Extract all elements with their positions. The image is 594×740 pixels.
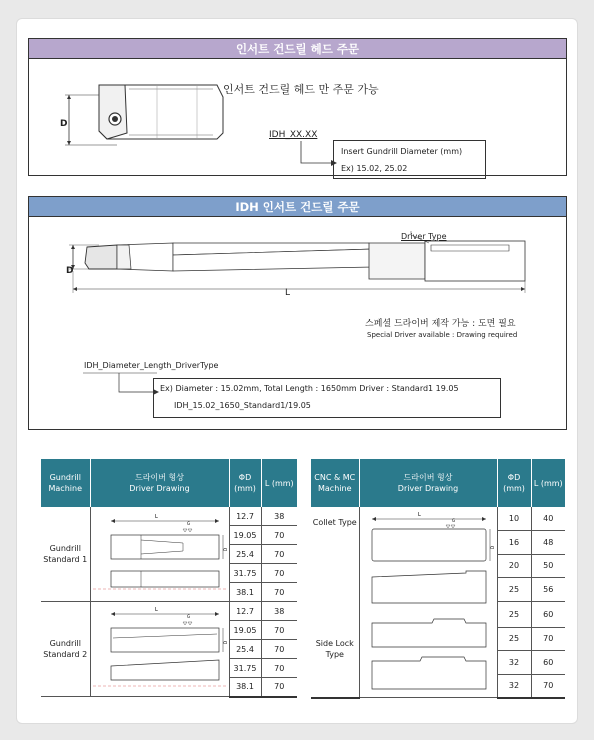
drawing-diameter-mark: D xyxy=(222,547,228,551)
drawing-length-mark: L xyxy=(154,514,158,520)
machine-label: Side Lock Type xyxy=(311,601,359,698)
diameter-value: 31.75 xyxy=(229,659,261,678)
driver-drawing-cnc xyxy=(359,507,497,698)
col-length: L (mm) xyxy=(531,459,565,507)
gundrill-driver-table xyxy=(41,459,297,698)
description-box xyxy=(333,140,486,179)
table-row xyxy=(41,602,297,621)
example-code: IDH_15.02_1650_Standard1/19.05 xyxy=(174,401,311,410)
length-value: 56 xyxy=(531,578,565,602)
diameter-value: 12.7 xyxy=(229,507,261,526)
length-value: 70 xyxy=(531,674,565,698)
diameter-value: 38.1 xyxy=(229,678,261,697)
length-value: 38 xyxy=(261,602,297,621)
machine-label-spacer xyxy=(311,554,359,578)
driver-drawing-standard2 xyxy=(90,602,229,697)
col-machine: Gundrill Machine xyxy=(41,459,90,507)
diameter-value: 38.1 xyxy=(229,583,261,602)
diameter-value: 32 xyxy=(497,674,531,698)
driver-drawing-standard1 xyxy=(90,507,229,602)
diameter-value: 25.4 xyxy=(229,640,261,659)
diameter-value: 12.7 xyxy=(229,602,261,621)
length-value: 70 xyxy=(261,621,297,640)
length-value: 60 xyxy=(531,651,565,675)
driver-type-callout: Driver Type xyxy=(401,232,447,241)
length-value: 70 xyxy=(261,545,297,564)
col-machine: CNC & MC Machine xyxy=(311,459,359,507)
col-driver-drawing: 드라이버 형상 Driver Drawing xyxy=(90,459,229,507)
length-value: 70 xyxy=(261,640,297,659)
drawing-length-mark: L xyxy=(154,607,158,613)
insert-head-order-panel xyxy=(28,38,567,176)
order-format: IDH_Diameter_Length_DriverType xyxy=(84,361,219,370)
length-value: 70 xyxy=(531,627,565,651)
diameter-label: D xyxy=(66,266,74,276)
drawing-length-mark: L xyxy=(417,512,421,518)
diameter-value: 25 xyxy=(497,601,531,627)
section-header: 인서트 건드릴 헤드 주문 xyxy=(29,39,566,59)
diameter-value: 25 xyxy=(497,627,531,651)
machine-label: Gundrill Standard 1 xyxy=(41,507,90,602)
col-length: L (mm) xyxy=(261,459,297,507)
insert-head-drawing xyxy=(57,73,237,163)
diameter-label: D xyxy=(60,119,68,129)
machine-label: Collet Type xyxy=(311,507,359,531)
cnc-driver-table xyxy=(311,459,565,699)
diameter-value: 16 xyxy=(497,531,531,555)
diameter-value: 25.4 xyxy=(229,545,261,564)
section-subtitle: 인서트 건드릴 헤드 만 주문 가능 xyxy=(223,83,379,96)
drawing-diameter-mark: D xyxy=(222,640,228,644)
col-driver-drawing: 드라이버 형상 Driver Drawing xyxy=(359,459,497,507)
table-row xyxy=(41,507,297,526)
idh-gundrill-order-panel xyxy=(28,196,567,430)
order-code: IDH_XX.XX xyxy=(269,130,318,140)
drawing-groove-mark: G xyxy=(186,614,190,619)
diameter-value: 32 xyxy=(497,651,531,675)
description-line: Insert Gundrill Diameter (mm) xyxy=(341,147,463,156)
special-driver-note-en: Special Driver available : Drawing required xyxy=(367,331,518,339)
length-label: L xyxy=(285,288,291,298)
table-row xyxy=(311,507,565,531)
drawing-diameter-mark: D xyxy=(489,545,495,549)
connector-arrow xyxy=(83,372,163,402)
section-header: IDH 인서트 건드릴 주문 xyxy=(29,197,566,217)
length-value: 48 xyxy=(531,531,565,555)
drawing-groove-mark: G xyxy=(451,518,455,523)
length-value: 50 xyxy=(531,554,565,578)
length-value: 40 xyxy=(531,507,565,531)
machine-label: Gundrill Standard 2 xyxy=(41,602,90,697)
col-diameter: ΦD (mm) xyxy=(497,459,531,507)
content-card xyxy=(16,18,578,724)
example-spec: Ex) Diameter : 15.02mm, Total Length : 1650mm Driver : Standard1 19.05 xyxy=(160,384,459,393)
diameter-value: 19.05 xyxy=(229,526,261,545)
gundrill-drawing xyxy=(69,229,529,309)
length-value: 70 xyxy=(261,659,297,678)
length-value: 70 xyxy=(261,564,297,583)
diameter-value: 20 xyxy=(497,554,531,578)
col-diameter: ΦD (mm) xyxy=(229,459,261,507)
length-value: 70 xyxy=(261,526,297,545)
length-value: 70 xyxy=(261,583,297,602)
special-driver-note-ko: 스페셜 드라이버 제작 가능 : 도면 필요 xyxy=(365,319,516,329)
length-value: 70 xyxy=(261,678,297,697)
diameter-value: 25 xyxy=(497,578,531,602)
example-box xyxy=(153,378,501,418)
drawing-groove-mark: G xyxy=(186,521,190,526)
diameter-value: 19.05 xyxy=(229,621,261,640)
machine-label-spacer xyxy=(311,531,359,555)
description-example: Ex) 15.02, 25.02 xyxy=(341,164,408,173)
machine-label-spacer xyxy=(311,578,359,602)
diameter-value: 31.75 xyxy=(229,564,261,583)
length-value: 38 xyxy=(261,507,297,526)
length-value: 60 xyxy=(531,601,565,627)
diameter-value: 10 xyxy=(497,507,531,531)
